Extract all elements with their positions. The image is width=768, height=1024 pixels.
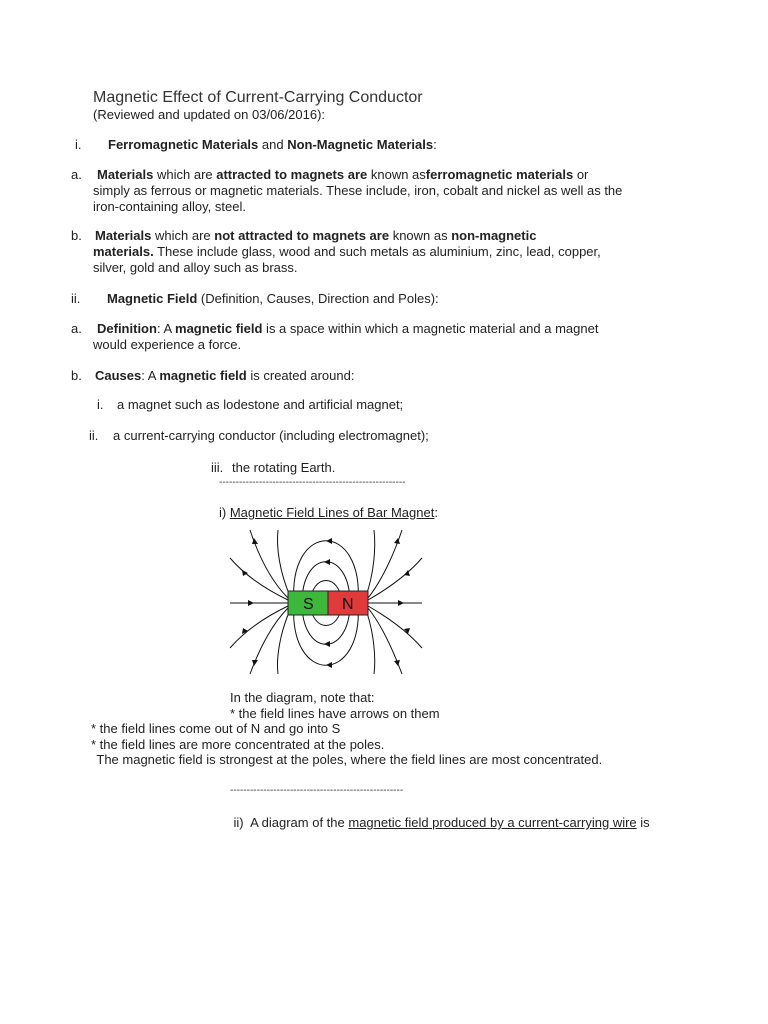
text-fragment: These include glass, wood and such metals as aluminium, zinc, lead, copper, — [153, 244, 601, 259]
definition-label: a. — [71, 321, 82, 336]
item-a-line-2: simply as ferrous or magnetic materials. These include, iron, cobalt and nickel as well as the — [93, 183, 623, 198]
arrow-head — [326, 538, 332, 544]
cause-3-text: the rotating Earth. — [232, 460, 336, 475]
heading-colon: : — [433, 137, 437, 152]
field-line — [250, 608, 288, 674]
text-fragment: or — [573, 167, 589, 182]
caption-link-text: magnetic field produced by a current-carrying wire — [348, 815, 637, 830]
text-fragment: : A — [156, 321, 176, 336]
field-line — [366, 610, 375, 674]
bold-materials: materials. — [93, 244, 154, 259]
causes-line — [95, 368, 354, 384]
text-fragment: which are — [151, 228, 215, 243]
item-b-line-1 — [95, 228, 536, 244]
bold-ferromagnetic-materials: ferromagnetic materials — [425, 167, 574, 182]
bar-magnet-field-diagram — [228, 528, 424, 676]
field-line — [250, 530, 288, 598]
cause-2-number: ii. — [89, 428, 99, 443]
south-pole-label: S — [303, 596, 314, 613]
item-b-label: b. — [71, 228, 82, 243]
bold-magnetic-field: magnetic field — [175, 321, 263, 336]
heading-term-magnetic-field: Magnetic Field — [107, 291, 198, 306]
document-title: Magnetic Effect of Current-Carrying Conductor — [93, 89, 423, 106]
bold-materials: Materials — [97, 167, 154, 182]
bold-materials: Materials — [95, 228, 152, 243]
field-line — [366, 530, 375, 596]
arrow-head — [326, 662, 332, 668]
cause-1-text: a magnet such as lodestone and artificial magnet; — [117, 397, 404, 412]
note-3: * the field lines are more concentrated at the poles. — [91, 737, 385, 752]
text-fragment: which are — [153, 167, 217, 182]
field-line — [278, 610, 291, 674]
note-4: The magnetic field is strongest at the poles, where the field lines are most concentrated. — [93, 752, 603, 767]
cause-2-text: a current-carrying conductor (including electromagnet); — [113, 428, 429, 443]
document-subtitle: (Reviewed and updated on 03/06/2016): — [93, 107, 326, 122]
caption-link-text: Magnetic Field Lines of Bar Magnet — [229, 505, 435, 520]
text-fragment: : A — [141, 368, 160, 383]
bold-definition: Definition — [97, 321, 157, 336]
caption-prefix: ii) A diagram of the — [233, 815, 349, 830]
field-line — [368, 606, 422, 648]
north-pole-label: N — [342, 596, 354, 613]
item-a-line-1 — [97, 167, 588, 183]
note-2: * the field lines come out of N and go into S — [91, 721, 341, 736]
arrow-head — [324, 641, 330, 647]
field-line — [278, 530, 291, 596]
bold-not-attracted: not attracted to magnets are — [214, 228, 390, 243]
heading-term-ferromagnetic: Ferromagnetic Materials — [108, 137, 259, 152]
field-line — [368, 558, 422, 600]
causes-label: b. — [71, 368, 82, 383]
field-line — [230, 558, 288, 600]
item-b-line-3: silver, gold and alloy such as brass. — [93, 260, 298, 275]
definition-line-2: would experience a force. — [93, 337, 242, 352]
arrow-head — [398, 600, 404, 606]
caption-suffix: : — [434, 505, 438, 520]
section-1-number: i. — [75, 137, 82, 152]
notes-intro: In the diagram, note that: — [230, 690, 375, 705]
text-fragment: is a space within which a magnetic material and a magnet — [262, 321, 599, 336]
item-a-label: a. — [71, 167, 82, 182]
cause-1-number: i. — [97, 397, 104, 412]
item-a-line-3: iron-containing alloy, steel. — [93, 199, 246, 214]
bold-attracted: attracted to magnets are — [216, 167, 368, 182]
section-1-heading — [108, 137, 437, 153]
caption-suffix: is — [636, 815, 650, 830]
definition-line-1 — [97, 321, 598, 337]
item-b-line-2 — [93, 244, 601, 260]
cause-3-number: iii. — [211, 460, 224, 475]
text-fragment: is created around: — [246, 368, 355, 383]
figure-1-caption — [219, 505, 438, 521]
heading-conjunction: and — [258, 137, 288, 152]
caption-prefix: i) — [219, 505, 230, 520]
figure-2-caption — [219, 799, 650, 847]
section-2-heading — [107, 291, 439, 307]
bold-causes: Causes — [95, 368, 142, 383]
arrow-head — [252, 660, 258, 666]
field-line — [230, 606, 288, 648]
arrow-head — [248, 600, 254, 606]
text-fragment: known as — [389, 228, 452, 243]
section-2-number: ii. — [71, 291, 81, 306]
separator-rule-1: -------------------------------------------------------- — [219, 477, 406, 488]
note-1: * the field lines have arrows on them — [230, 706, 440, 721]
separator-rule-2: ---------------------------------------------------- — [230, 785, 404, 796]
bold-non-magnetic: non-magnetic — [451, 228, 537, 243]
text-fragment: known as — [367, 167, 426, 182]
heading-term-non-magnetic: Non-Magnetic Materials — [287, 137, 434, 152]
heading-rest: (Definition, Causes, Direction and Poles): — [197, 291, 439, 306]
arrow-head — [324, 559, 330, 565]
bold-magnetic-field: magnetic field — [159, 368, 247, 383]
